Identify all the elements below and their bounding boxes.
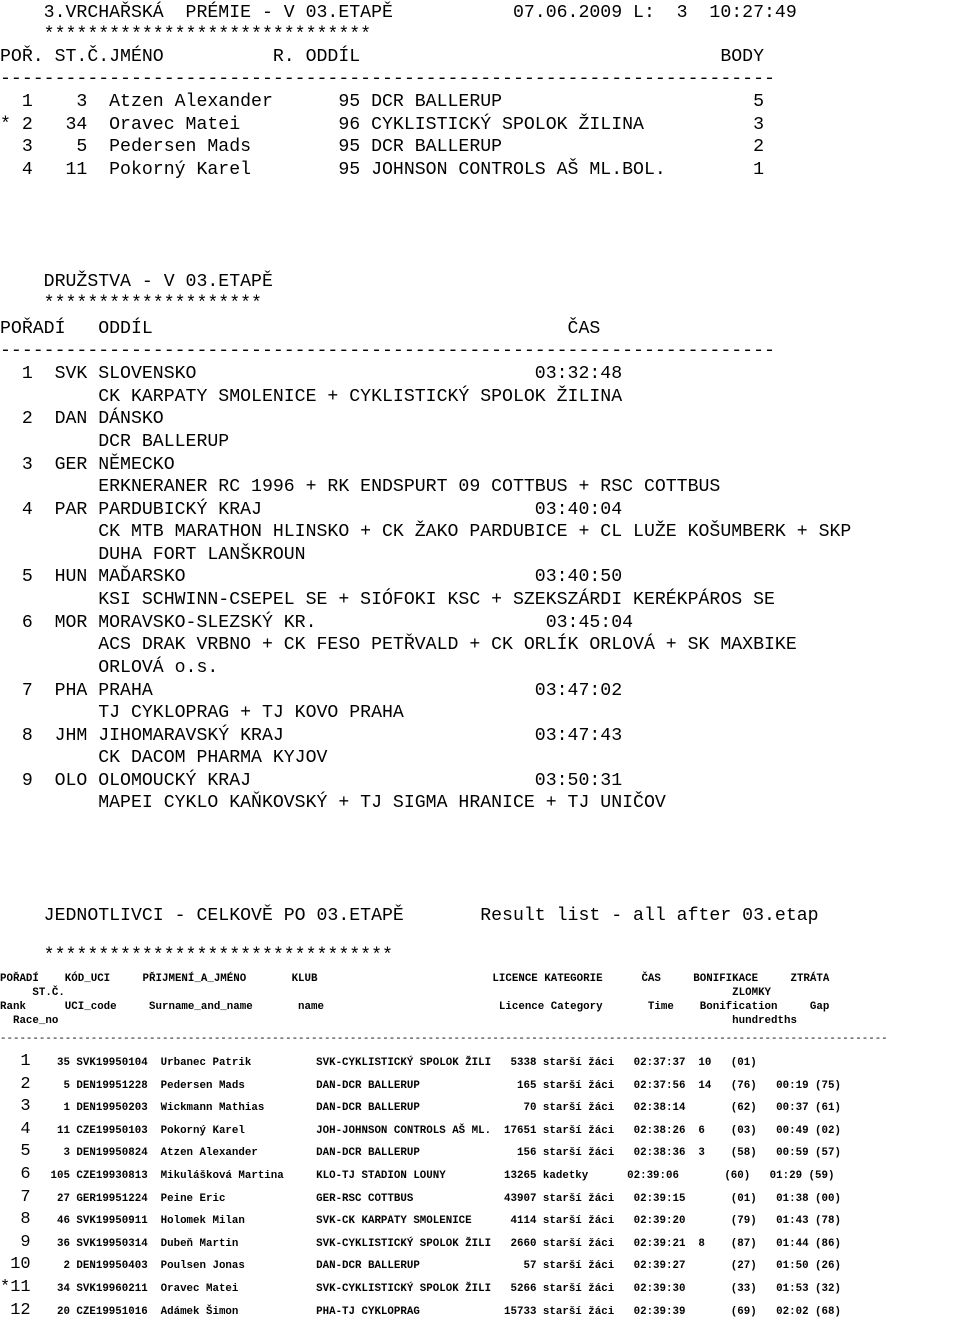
row-data: 34 SVK19960211 Oravec Matei SVK-CYKLISTICKÝ SPOLOK ŽILI 5266 starší žáci 02:39:30 (33) 01:53 (32) [44,1283,841,1295]
teams-row: 8 JHM JIHOMARAVSKÝ KRAJ 03:47:43 [0,726,623,746]
row-data: 11 CZE19950103 Pokorný Karel JOH-JOHNSON CONTROLS AŠ ML. 17651 starší žáci 02:38:26 6 (03) 00:49 (02) [44,1125,841,1137]
premie-header-line: POŘ. ST.Č.JMÉNO R. ODDÍL BODY [0,47,764,67]
row-data: 105 CZE19930813 Mikulášková Martina KLO-TJ STADION LOUNY 13265 kadetky 02:39:06 (60) 01:29 (59) [44,1170,835,1182]
teams-row: 7 PHA PRAHA 03:47:02 [0,681,623,701]
teams-clubs-line: KSI SCHWINN-CSEPEL SE + SIÓFOKI KSC + SZEKSZÁRDI KERÉKPÁROS SE [0,590,775,610]
row-data: 27 GER19951224 Peine Eric GER-RSC COTTBUS 43907 starší žáci 02:39:15 (01) 01:38 (00) [44,1193,841,1205]
teams-row: 9 OLO OLOMOUCKÝ KRAJ 03:50:31 [0,771,623,791]
row-data: 46 SVK19950911 Holomek Milan SVK-CK KARPATY SMOLENICE 4114 starší žáci 02:39:20 (79) 01:43 (78) [44,1215,841,1227]
premie-row: 3 5 Pedersen Mads 95 DCR BALLERUP 2 [0,137,764,157]
rank-cell: 12 [0,1301,31,1320]
rank-cell: 9 [0,1233,31,1252]
rank-cell: *11 [0,1278,31,1297]
row-data: 36 SVK19950314 Dubeň Martin SVK-CYKLISTICKÝ SPOLOK ŽILI 2660 starší žáci 02:39:21 8 (87) 01:44 (86) [44,1238,841,1250]
teams-header-line: POŘADÍ ODDÍL ČAS [0,319,601,339]
rank-cell: 10 [0,1255,31,1274]
rank-cell: 6 [0,1165,31,1184]
individual-divider: ----------------------------------------------------------------------------------------------------------------------------------------- [0,1033,888,1045]
teams-clubs-line: DUHA FORT LANŠKROUN [0,545,306,565]
rank-cell: 3 [0,1097,31,1116]
teams-clubs-line: CK MTB MARATHON HLINSKO + CK ŽAKO PARDUBICE + CL LUŽE KOŠUMBERK + SKP [0,522,852,542]
individual-header-cz: POŘADÍ KÓD_UCI PŘIJMENÍ_A_JMÉNO KLUB LICENCE KATEGORIE ČAS BONIFIKACE ZTRÁTA [0,973,830,985]
teams-row: 1 SVK SLOVENSKO 03:32:48 [0,364,623,384]
rank-cell: 1 [0,1052,31,1071]
teams-clubs-line: MAPEI CYKLO KAŇKOVSKÝ + TJ SIGMA HRANICE + TJ UNIČOV [0,793,666,813]
row-data: 3 DEN19950824 Atzen Alexander DAN-DCR BALLERUP 156 starší žáci 02:38:36 3 (58) 00:59 (57) [44,1147,841,1159]
rank-cell: 4 [0,1120,31,1139]
rank-cell: 8 [0,1210,31,1229]
teams-clubs-line: ACS DRAK VRBNO + CK FESO PETŘVALD + CK ORLÍK ORLOVÁ + SK MAXBIKE [0,635,797,655]
teams-clubs-line: CK KARPATY SMOLENICE + CYKLISTICKÝ SPOLOK ŽILINA [0,387,623,407]
row-data: 5 DEN19951228 Pedersen Mads DAN-DCR BALLERUP 165 starší žáci 02:37:56 14 (76) 00:19 (75) [44,1080,841,1092]
teams-divider-line: ----------------------------------------------------------------------- [0,341,775,361]
rank-cell: 5 [0,1142,31,1161]
premie-title-line: 3.VRCHAŘSKÁ PRÉMIE - V 03.ETAPĚ 07.06.2009 L: 3 10:27:49 [0,3,797,23]
teams-stars-line: ******************** [0,294,262,314]
premie-row: 4 11 Pokorný Karel 95 JOHNSON CONTROLS AŠ ML.BOL. 1 [0,160,764,180]
individual-header-cz-sub: ST.Č. ZLOMKY [0,987,772,999]
individual-stars-line: ******************************** [0,946,393,966]
rank-cell: 2 [0,1075,31,1094]
premie-stars-line: ****************************** [0,25,372,45]
premie-row: * 2 34 Oravec Matei 96 CYKLISTICKÝ SPOLOK ŽILINA 3 [0,115,764,135]
row-data: 1 DEN19950203 Wickmann Mathias DAN-DCR BALLERUP 70 starší žáci 02:38:14 (62) 00:37 (61) [44,1102,841,1114]
individual-header-en-sub: Race_no hundredths [0,1015,797,1027]
teams-title-line: DRUŽSTVA - V 03.ETAPĚ [0,272,273,292]
teams-clubs-line: TJ CYKLOPRAG + TJ KOVO PRAHA [0,703,404,723]
teams-clubs-line: ORLOVÁ o.s. [0,658,219,678]
teams-row: 5 HUN MAĎARSKO 03:40:50 [0,567,623,587]
teams-clubs-line: CK DACOM PHARMA KYJOV [0,748,328,768]
rank-cell: 7 [0,1188,31,1207]
row-data: 35 SVK19950104 Urbanec Patrik SVK-CYKLISTICKÝ SPOLOK ŽILI 5338 starší žáci 02:37:37 10 (01) [44,1057,757,1069]
row-data: 20 CZE19951016 Adámek Šimon PHA-TJ CYKLOPRAG 15733 starší žáci 02:39:39 (69) 02:02 (68) [44,1306,841,1318]
premie-divider-line: ----------------------------------------------------------------------- [0,69,775,89]
individual-title-line: JEDNOTLIVCI - CELKOVĚ PO 03.ETAPĚ Result list - all after 03.etap [0,906,819,926]
individual-header-en: Rank UCI_code Surname_and_name name Licence Category Time Bonification Gap [0,1001,830,1013]
teams-row: 2 DAN DÁNSKO [0,409,164,429]
teams-clubs-line: ERKNERANER RC 1996 + RK ENDSPURT 09 COTTBUS + RSC COTTBUS [0,477,721,497]
teams-row: 6 MOR MORAVSKO-SLEZSKÝ KR. 03:45:04 [0,613,634,633]
teams-row: 3 GER NĚMECKO [0,455,175,475]
teams-row: 4 PAR PARDUBICKÝ KRAJ 03:40:04 [0,500,623,520]
premie-row: 1 3 Atzen Alexander 95 DCR BALLERUP 5 [0,92,764,112]
teams-clubs-line: DCR BALLERUP [0,432,230,452]
row-data: 2 DEN19950403 Poulsen Jonas DAN-DCR BALLERUP 57 starší žáci 02:39:27 (27) 01:50 (26) [44,1260,841,1272]
